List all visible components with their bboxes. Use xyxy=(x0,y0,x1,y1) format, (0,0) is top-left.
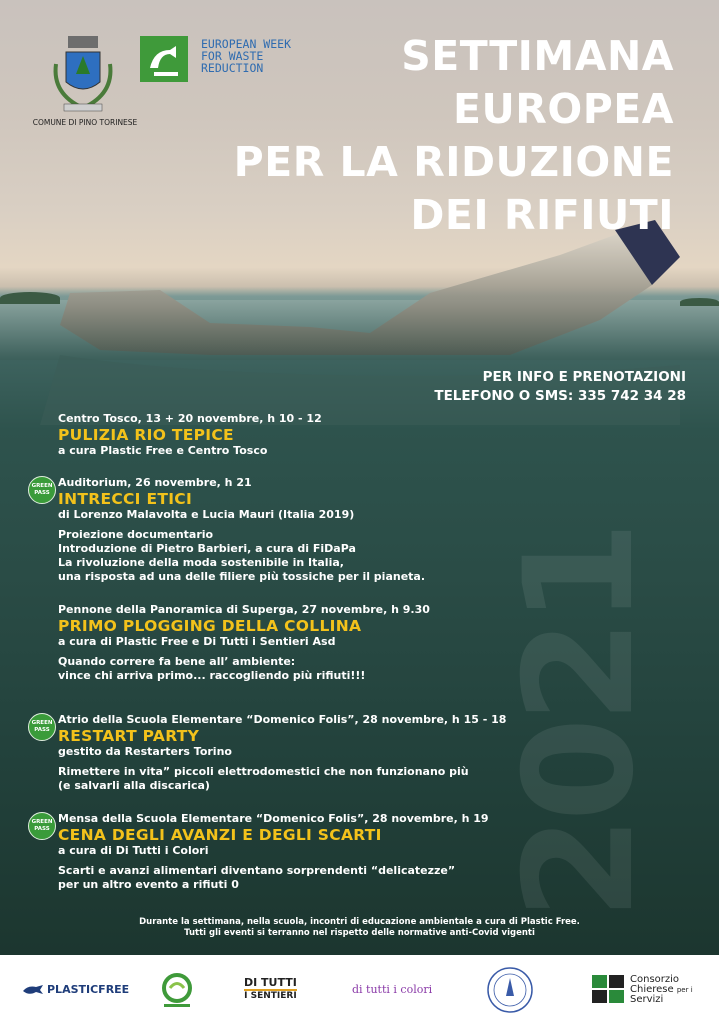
title-line: PER LA RIDUZIONE xyxy=(233,138,674,186)
event-description xyxy=(58,655,430,683)
ewwr-line: EUROPEAN WEEK xyxy=(201,37,292,51)
centro-tosco-logo-icon xyxy=(158,971,196,1009)
sponsor-label: DI TUTTI xyxy=(244,976,297,989)
event-name: PRIMO PLOGGING DELLA COLLINA xyxy=(58,617,362,635)
event-name: INTRECCI ETICI xyxy=(58,490,193,508)
footnote-line: Durante la settimana, nella scuola, incontri di educazione ambientale a cura di Plastic Free. xyxy=(139,917,580,927)
event-item xyxy=(58,412,322,458)
sponsor-bar xyxy=(0,955,719,1024)
event-header: Pennone della Panoramica di Superga, 27 novembre, h 9.30 xyxy=(58,603,430,616)
event-description xyxy=(58,765,506,793)
event-header: Atrio della Scuola Elementare “Domenico Folis”, 28 novembre, h 15 - 18 xyxy=(58,713,507,726)
event-organizer: a cura di Plastic Free e Di Tutti i Sentieri Asd xyxy=(58,635,336,648)
sponsor-label: Servizi xyxy=(630,993,664,1005)
description-line: per un altro evento a rifiuti 0 xyxy=(58,878,239,891)
poster-title xyxy=(114,30,674,242)
event-name: CENA DEGLI AVANZI E DEGLI SCARTI xyxy=(58,826,382,844)
sponsor-label: per i xyxy=(676,985,693,994)
event-organizer: a cura Plastic Free e Centro Tosco xyxy=(58,444,268,457)
contact-info xyxy=(434,368,686,406)
year-watermark: 2021 xyxy=(493,526,667,920)
event-header: Centro Tosco, 13 + 20 novembre, h 10 - 12 xyxy=(58,412,322,425)
sponsor-label: di tutti i colori xyxy=(352,983,433,996)
title-line: SETTIMANA xyxy=(401,32,674,80)
event-description xyxy=(58,864,489,892)
description-line: Rimettere in vita” piccoli elettrodomestici che non funzionano più xyxy=(58,765,469,778)
footnote-line: Tutti gli eventi si terranno nel rispetto delle normative anti-Covid vigenti xyxy=(184,928,535,938)
ewwr-line: REDUCTION xyxy=(201,61,264,75)
event-description xyxy=(58,528,425,584)
green-pass-badge: GREEN PASS xyxy=(28,812,56,840)
event-header: Auditorium, 26 novembre, h 21 xyxy=(58,476,252,489)
green-pass-badge: GREEN PASS xyxy=(28,713,56,741)
whale-icon xyxy=(22,984,44,996)
puzzle-logo-icon xyxy=(592,975,626,1005)
event-item xyxy=(58,713,506,793)
event-organizer: a cura di Di Tutti i Colori xyxy=(58,844,209,857)
event-name: RESTART PARTY xyxy=(58,727,200,745)
event-name: PULIZIA RIO TEPICE xyxy=(58,426,234,444)
footnote xyxy=(0,917,719,939)
sponsor-di-tutti-i-sentieri xyxy=(244,955,297,1024)
fidapa-seal-icon xyxy=(486,966,534,1014)
description-line: una risposta ad una delle filiere più tossiche per il pianeta. xyxy=(58,570,426,583)
description-line: Introduzione di Pietro Barbieri, a cura di FiDaPa xyxy=(58,542,356,555)
description-line: vince chi arriva primo... raccogliendo più rifiuti!!! xyxy=(58,669,366,682)
description-line: Scarti e avanzi alimentari diventano sorprendenti “delicatezze” xyxy=(58,864,456,877)
sponsor-label: Chierese xyxy=(630,983,674,995)
comune-name: COMUNE DI PINO TORINESE xyxy=(32,118,138,127)
contact-phone: TELEFONO O SMS: 335 742 34 28 xyxy=(434,388,686,404)
description-line: Proiezione documentario xyxy=(58,528,214,541)
title-line: EUROPEA xyxy=(452,85,674,133)
comune-crest-icon xyxy=(48,34,118,120)
event-header: Mensa della Scuola Elementare “Domenico Folis”, 28 novembre, h 19 xyxy=(58,812,489,825)
event-organizer: di Lorenzo Malavolta e Lucia Mauri (Italia 2019) xyxy=(58,508,355,521)
sponsor-di-tutti-i-colori xyxy=(352,955,432,1024)
description-line: (e salvarli alla discarica) xyxy=(58,779,210,792)
sponsor-label: PLASTICFREE xyxy=(47,983,130,996)
description-line: Quando correre fa bene all’ ambiente: xyxy=(58,655,296,668)
consorzio-text xyxy=(630,975,693,1005)
event-item xyxy=(58,476,425,584)
title-line: DEI RIFIUTI xyxy=(410,191,674,239)
event-item xyxy=(58,812,489,892)
sponsor-centro-tosco xyxy=(158,955,196,1024)
sponsor-label: Consorzio xyxy=(630,973,680,985)
description-line: La rivoluzione della moda sostenibile in Italia, xyxy=(58,556,344,569)
ewwr-line: FOR WASTE xyxy=(201,49,264,63)
event-organizer: gestito da Restarters Torino xyxy=(58,745,232,758)
sponsor-consorzio-chierese xyxy=(592,955,693,1024)
sponsor-label: I SENTIERI xyxy=(244,991,297,1001)
sponsor-plasticfree xyxy=(22,955,129,1024)
event-item xyxy=(58,603,430,683)
contact-line: PER INFO E PRENOTAZIONI xyxy=(482,369,686,385)
green-pass-badge: GREEN PASS xyxy=(28,476,56,504)
sponsor-fidapa xyxy=(486,955,534,1024)
